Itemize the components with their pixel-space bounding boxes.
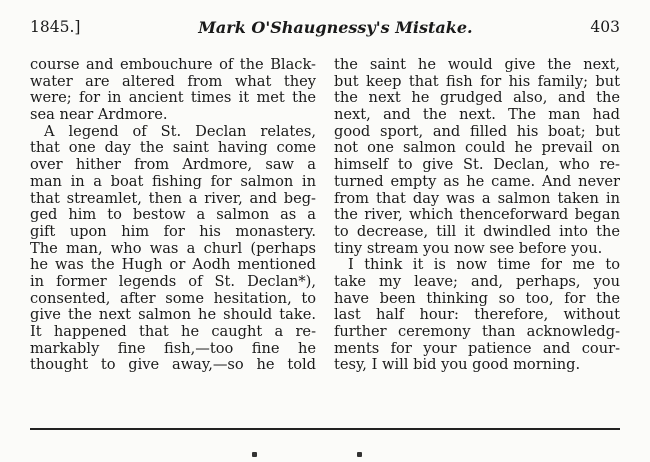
text-line: take my leave; and, perhaps, you xyxy=(334,273,620,290)
text-line: he was the Hugh or Aodh mentioned xyxy=(30,257,316,274)
text-line: sea near Ardmore. xyxy=(30,107,168,124)
left-column xyxy=(30,57,316,402)
text-line: course and embouchure of the Black- xyxy=(30,57,316,73)
text-line: that one day the saint having come xyxy=(30,140,316,157)
text-line: from that day was a salmon taken in xyxy=(334,190,620,207)
text-line: I think it is now time for me to xyxy=(348,257,620,274)
right-column xyxy=(334,57,620,402)
text-line: give the next salmon he should take. xyxy=(30,307,316,324)
header-title: Mark O'Shaugnessy's Mistake. xyxy=(198,17,473,37)
text-line: were; for in ancient times it met the xyxy=(30,90,316,107)
text-line: further ceremony than acknowledg- xyxy=(334,324,620,340)
page-number: 403 xyxy=(590,18,620,36)
text-line: not one salmon could he prevail on xyxy=(334,140,620,157)
header-year: 1845.] xyxy=(30,18,81,36)
bottom-rule xyxy=(30,428,620,430)
cropped-next-page-marks xyxy=(0,452,650,462)
text-line: A legend of St. Declan relates, xyxy=(44,123,316,140)
text-line: turned empty as he came. And never xyxy=(334,173,620,190)
body-columns xyxy=(30,57,620,402)
text-line: over hither from Ardmore, saw a xyxy=(30,157,316,174)
ink-mark xyxy=(252,452,257,457)
text-line: gift upon him for his monastery. xyxy=(30,223,316,240)
text-line: the next he grudged also, and the xyxy=(334,90,620,107)
text-line: thought to give away,—so he told xyxy=(30,357,316,374)
ink-mark xyxy=(357,452,362,457)
text-line: the river, which thenceforward began xyxy=(334,207,620,224)
running-header xyxy=(30,15,620,39)
text-line: ged him to bestow a salmon as a xyxy=(30,207,316,224)
text-line: last half hour: therefore, without xyxy=(334,307,620,324)
text-line: that streamlet, then a river, and beg- xyxy=(30,190,316,207)
text-line: himself to give St. Declan, who re- xyxy=(334,157,620,174)
text-line: to decrease, till it dwindled into the xyxy=(334,223,620,240)
text-line: markably fine fish,—too fine he xyxy=(30,340,316,357)
text-line: next, and the next. The man had xyxy=(334,107,620,124)
text-line: consented, after some hesitation, to xyxy=(30,290,316,307)
text-line: It happened that he caught a re- xyxy=(30,324,316,340)
text-line: The man, who was a churl (perhaps xyxy=(30,240,316,257)
text-line: man in a boat fishing for salmon in xyxy=(30,173,316,190)
text-line: tesy, I will bid you good morning. xyxy=(334,357,581,374)
text-line: have been thinking so too, for the xyxy=(334,290,620,307)
text-line: good sport, and filled his boat; but xyxy=(334,123,620,140)
text-line: the saint he would give the next, xyxy=(334,57,620,73)
text-line: water are altered from what they xyxy=(30,73,316,90)
text-line: but keep that fish for his family; but xyxy=(334,73,620,90)
text-line: tiny stream you now see before you. xyxy=(334,240,603,257)
text-line: ments for your patience and cour- xyxy=(334,340,620,357)
text-line: in former legends of St. Declan*), xyxy=(30,273,316,290)
